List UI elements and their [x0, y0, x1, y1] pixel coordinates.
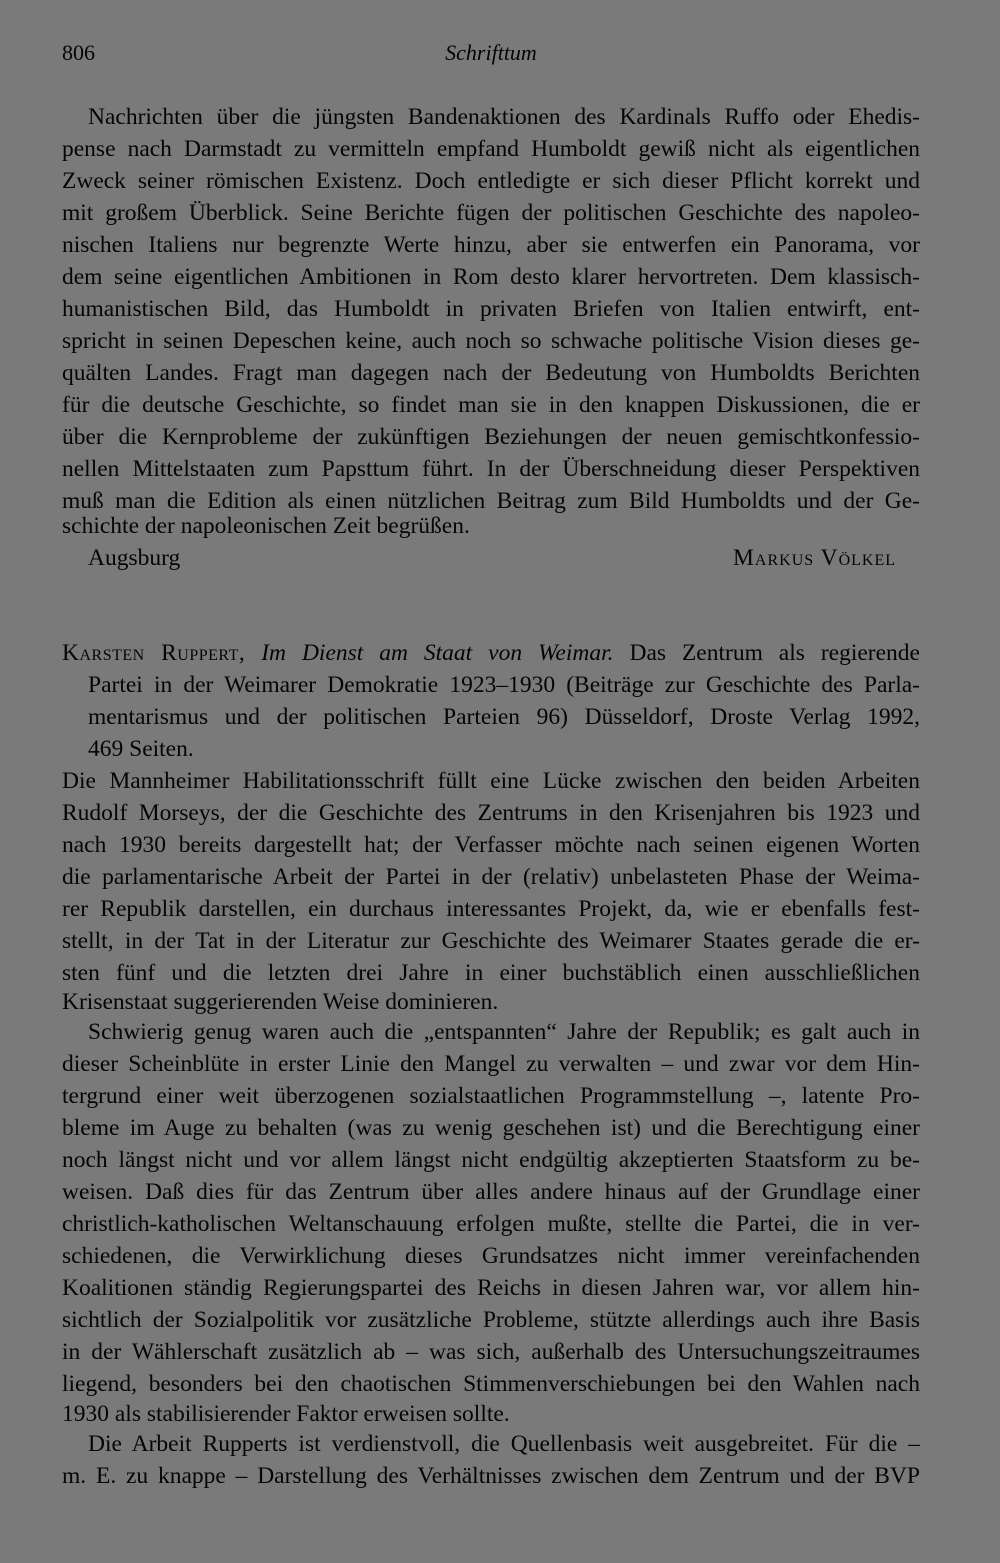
reviewer-name: Markus Völkel — [733, 545, 896, 571]
text-line: christlich-katholischen Weltanschauung erfolgen mußte, stellte die Partei, die in ver- — [62, 1211, 920, 1237]
text-line: sichtlich der Sozialpolitik vor zusätzliche Probleme, stützte allerdings auch ihre Basis — [62, 1307, 920, 1333]
text-line: weisen. Daß dies für das Zentrum über alles andere hinaus auf der Grundlage einer — [62, 1179, 920, 1205]
signature-place: Augsburg — [88, 545, 181, 571]
bibliography-line: Partei in der Weimarer Demokratie 1923–1930 (Beiträge zur Geschichte des Parla- — [88, 672, 920, 698]
text-line: spricht in seinen Depeschen keine, auch noch so schwache politische Vision dieses ge- — [62, 328, 920, 354]
text-line: die parlamentarische Arbeit der Partei in der (relativ) unbelasteten Phase der Weima- — [62, 864, 920, 890]
text-line: muß man die Edition als einen nützlichen Beitrag zum Bild Humboldts und der Ge- — [62, 488, 920, 514]
text-line: 1930 als stabilisierender Faktor erweisen sollte. — [62, 1401, 510, 1427]
text-line: quälten Landes. Fragt man dagegen nach der Bedeutung von Humboldts Berichten — [62, 360, 920, 386]
text-line: rer Republik darstellen, ein durchaus interessantes Projekt, da, wie er ebenfalls fest- — [62, 896, 920, 922]
bibliography-line: 469 Seiten. — [88, 736, 194, 762]
text-line: schichte der napoleonischen Zeit begrüßen. — [62, 513, 470, 539]
text-line: tergrund einer weit überzogenen sozialstaatlichen Programmstellung –, latente Pro- — [62, 1083, 920, 1109]
text-line: in der Wählerschaft zusätzlich ab – was sich, außerhalb des Untersuchungszeitraumes — [62, 1339, 920, 1365]
text-line: pense nach Darmstadt zu vermitteln empfand Humboldt gewiß nicht als eigentlichen — [62, 136, 920, 162]
text-line: nischen Italiens nur begrenzte Werte hinzu, aber sie entwerfen ein Panorama, vor — [62, 232, 920, 258]
text-line: nellen Mittelstaaten zum Papsttum führt. In der Überschneidung dieser Perspektiven — [62, 456, 920, 482]
text-line: Nachrichten über die jüngsten Bandenaktionen des Kardinals Ruffo oder Ehedis- — [88, 104, 920, 130]
text-line: stellt, in der Tat in der Literatur zur Geschichte des Weimarer Staates gerade die er- — [62, 928, 920, 954]
text-line: Zweck seiner römischen Existenz. Doch entledigte er sich dieser Pflicht korrekt und — [62, 168, 920, 194]
text-line: schiedenen, die Verwirklichung dieses Grundsatzes nicht immer vereinfachenden — [62, 1243, 920, 1269]
text-line: für die deutsche Geschichte, so findet man sie in den knappen Diskussionen, die er — [62, 392, 920, 418]
text-line: mit großem Überblick. Seine Berichte fügen der politischen Geschichte des napoleo- — [62, 200, 920, 226]
text-line: über die Kernprobleme der zukünftigen Beziehungen der neuen gemischtkonfessio- — [62, 424, 920, 450]
bibliography-line — [62, 637, 920, 669]
text-line: sten fünf und die letzten drei Jahre in einer buchstäblich einen ausschließlichen — [62, 960, 920, 986]
running-title: Schrifttum — [445, 40, 537, 65]
text-line: Koalitionen ständig Regierungspartei des Reichs in diesen Jahren war, vor allem hin- — [62, 1275, 920, 1301]
text-line: Krisenstaat suggerierenden Weise dominieren. — [62, 989, 499, 1015]
bibliography-line: mentarismus und der politischen Parteien 96) Düsseldorf, Droste Verlag 1992, — [88, 704, 920, 730]
text-line: nach 1930 bereits dargestellt hat; der Verfasser möchte nach seinen eigenen Worten — [62, 832, 920, 858]
running-head — [62, 40, 920, 74]
text-line: dem seine eigentlichen Ambitionen in Rom desto klarer hervortreten. Dem klassisch- — [62, 264, 920, 290]
text-line: bleme im Auge zu behalten (was zu wenig geschehen ist) und die Berechtigung einer — [62, 1115, 920, 1141]
text-line: liegend, besonders bei den chaotischen Stimmenverschiebungen bei den Wahlen nach — [62, 1371, 920, 1397]
text-line: humanistischen Bild, das Humboldt in privaten Briefen von Italien entwirft, ent- — [62, 296, 920, 322]
text-line: m. E. zu knappe – Darstellung des Verhältnisses zwischen dem Zentrum und der BVP — [62, 1463, 920, 1489]
text-line: Schwierig genug waren auch die „entspannten“ Jahre der Republik; es galt auch in — [88, 1019, 920, 1045]
book-subtitle: Das Zentrum als regierende — [629, 640, 920, 666]
text-line: Rudolf Morseys, der die Geschichte des Zentrums in den Krisenjahren bis 1923 und — [62, 800, 920, 826]
review-signature — [88, 542, 896, 574]
text-line: Die Mannheimer Habilitationsschrift füllt eine Lücke zwischen den beiden Arbeiten — [62, 768, 920, 794]
text-line: noch längst nicht und vor allem längst nicht endgültig akzeptierten Staatsform zu be- — [62, 1147, 920, 1173]
book-title: Im Dienst am Staat von Weimar. — [261, 640, 614, 666]
text-line: dieser Scheinblüte in erster Linie den Mangel zu verwalten – und zwar vor dem Hin- — [62, 1051, 920, 1077]
book-author: Karsten Ruppert, — [62, 640, 246, 666]
page-number: 806 — [62, 40, 95, 65]
text-line: Die Arbeit Rupperts ist verdienstvoll, die Quellenbasis weit ausgebreitet. Für die – — [88, 1431, 920, 1457]
